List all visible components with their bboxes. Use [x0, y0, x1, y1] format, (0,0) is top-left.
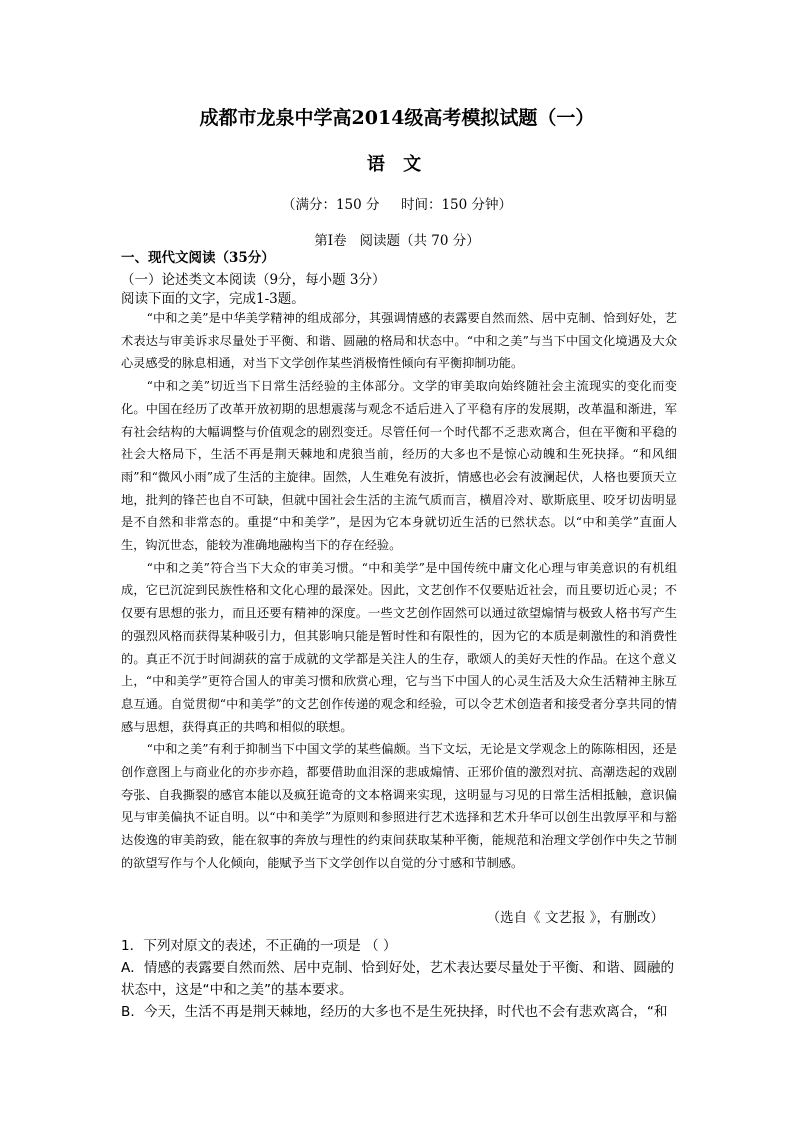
essay-paragraph: “中和之美”符合当下大众的审美习惯。“中和美学”是中国传统中庸文化心理与审美意识的有机组成，它已沉淀到民族性格和文化心理的最深处。因此，文艺创作不仅要贴近社会，而且要切近心灵；不仅要有思想的张力，而且还要有精神的深度。一些文艺创作固然可以通过欲望煽情与极致人格书写产生的强烈风格而获得某种吸引力，但其影响只能是暂时性和有限性的，因为它的本质是刺激性的和消费性的。真正不沉于时间湖荻的富于成就的文学都是关注人的生存，歌颂人的美好天性的作品。在这个意义上，“中和美学”更符合国人的审美习惯和欣赏心理，它与当下中国人的心灵生活及大众生活精神主脉互息互通。自觉贯彻“中和美学”的文艺创作传递的观念和经验，可以令艺术创造者和接受者分享共同的情感与思想，获得真正的共鸣和相似的联想。 [121, 560, 677, 734]
question-1-option-b: B．今天，生活不再是荆天棘地，经历的大多也不是生死抉择，时代也不会有悲欢离合，“和 [121, 1004, 668, 1020]
section-heading: 一、现代文阅读（35分） [121, 250, 275, 266]
essay-source: （选自《 文艺报 》，有删改） [486, 910, 664, 926]
subject-title: 语 文 [366, 154, 428, 175]
exam-meta: （满分：150 分 时间：150 分钟） [281, 197, 513, 213]
exam-title: 成都市龙泉中学高2014级高考模拟试题（一） [199, 107, 595, 129]
sub-section-heading: （一）论述类文本阅读（9分，每小题 3分） [121, 272, 386, 288]
part-title: 第Ⅰ卷 阅读题（共 70 分） [314, 233, 480, 249]
reading-instruction: 阅读下面的文字，完成1-3题。 [121, 291, 305, 307]
essay-paragraph: “中和之美”是中华美学精神的组成部分，其强调情感的表露要自然而然、居中克制、恰到好处，艺术表达与审美诉求尽量处于平衡、和谐、圆融的格局和状态中。“中和之美”与当下中国文化境遇及大众心灵感受的脉息相通，对当下文学创作某些消极惰性倾向有平衡抑制功能。 [121, 311, 677, 371]
essay-paragraph: “中和之美”切近当下日常生活经验的主体部分。文学的审美取向始终随社会主流现实的变化而变化。中国在经历了改革开放初期的思想震荡与观念不适后进入了平稳有序的发展期，改革温和渐进，军有社会结构的大幅调整与价值观念的剧烈变迁。尽管任何一个时代都不乏悲欢离合，但在平衡和平稳的社会大格局下，生活不再是荆天棘地和虎狼当前，经历的大多也不是惊心动魄和生死抉择。“和风细雨”和“微风小雨”成了生活的主旋律。固然，人生难免有波折，情感也必会有波澜起伏，人格也要顶天立地，批判的锋芒也自不可缺，但就中国社会生活的主流气质而言，横眉冷对、歇斯底里、咬牙切齿明显是不自然和非常态的。重提“中和美学”，是因为它本身就切近生活的已然状态。以“中和美学”直面人生，钩沉世态，能较为准确地融构当下的存在经验。 [121, 379, 677, 553]
question-1-option-a: A．情感的表露要自然而然、居中克制、恰到好处，艺术表达要尽量处于平衡、和谐、圆融的状态中，这是“中和之美”的基本要求。 [121, 960, 675, 998]
essay-body [121, 307, 677, 875]
essay-paragraph: “中和之美”有利于抑制当下中国文学的某些偏颇。当下文坛，无论是文学观念上的陈陈相因，还是创作意图上与商业化的亦步亦趋，都要借助血泪深的悲戚煽情、正邪价值的激烈对抗、高潮迭起的戏剧夸张、自我撕裂的感官本能以及疯狂诡奇的文本格调来实现，这明显与习见的日常生活相抵触，意识偏见与审美偏执不证自明。以“中和美学”为原则和参照进行艺术选择和艺术升华可以创生出敦厚平和与豁达俊逸的审美韵致，能在叙事的奔放与理性的约束间获取某种平衡，能规范和治理文学创作中失之节制的欲望写作与个人化倾向，能赋予当下文学创作以自觉的分寸感和节制感。 [121, 742, 677, 870]
question-1-stem: 1．下列对原文的表述，不正确的一项是 （ ） [121, 938, 397, 954]
